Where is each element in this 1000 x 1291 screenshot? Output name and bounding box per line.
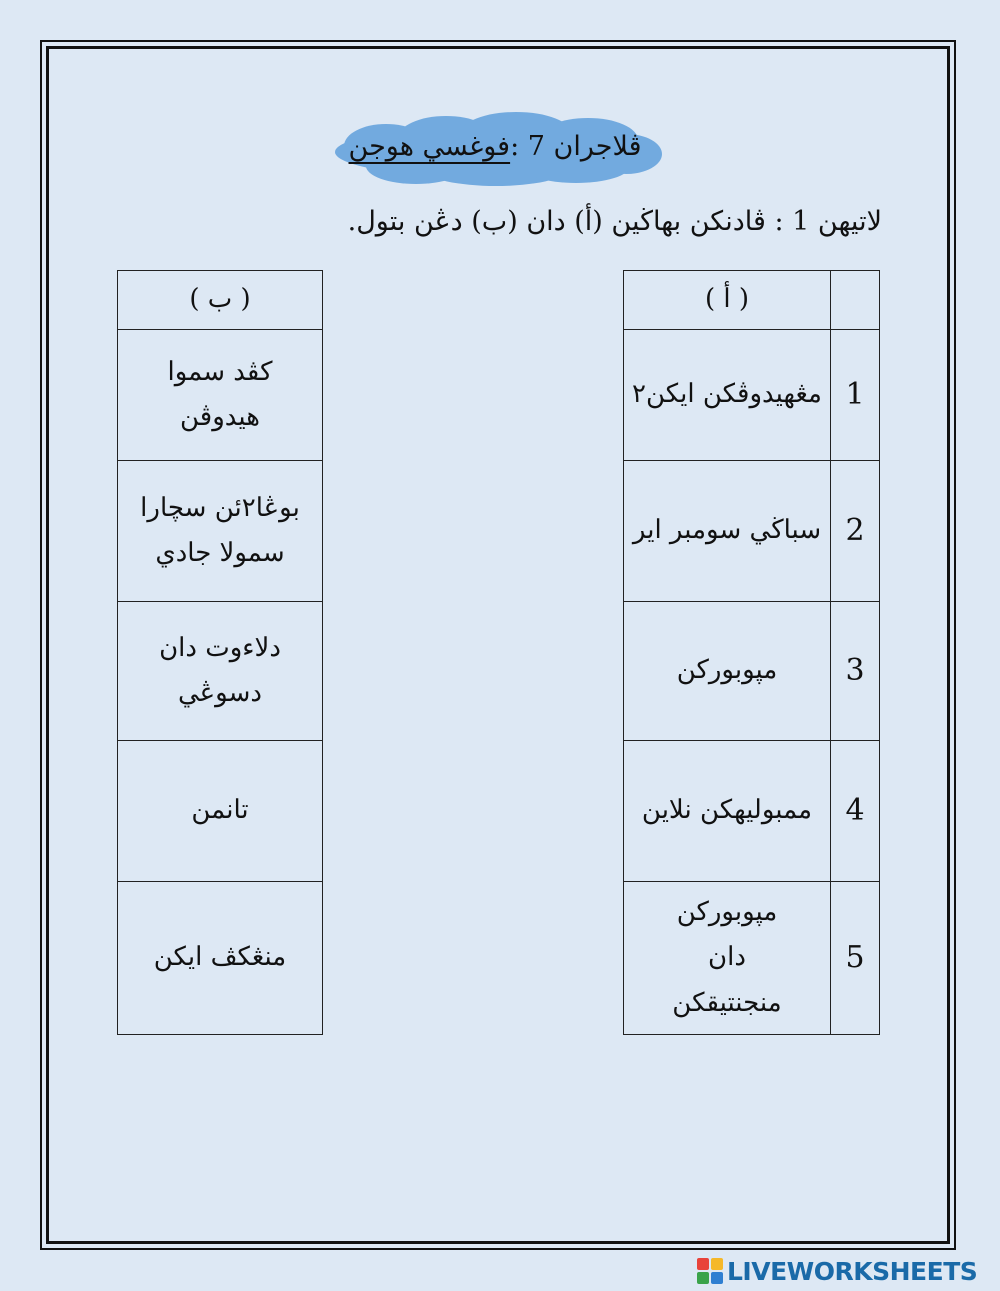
table-row	[118, 271, 323, 330]
column-a-item[interactable]: مڽوبورکن دان منجنتيقکن	[624, 882, 831, 1035]
logo-square	[711, 1258, 723, 1270]
row-number: 2	[831, 461, 880, 602]
column-b-item[interactable]: تانمن	[118, 741, 323, 882]
column-a-item[interactable]: مڽوبورکن	[624, 602, 831, 741]
table-row	[624, 602, 880, 741]
logo-square	[711, 1272, 723, 1284]
table-row	[118, 882, 323, 1035]
number-header-cell	[831, 271, 880, 330]
table-row	[118, 461, 323, 602]
table-row	[624, 461, 880, 602]
lesson-title-prefix: ڤلاجران 7 :	[510, 130, 642, 162]
exercise-instruction: لاتيهن 1 : ڤادنکن بهاڬين (أ) دان (ب) دڠن بتول.	[347, 206, 882, 237]
table-row	[624, 882, 880, 1035]
column-b-item[interactable]: کڤد سموا هيدوڤن	[118, 330, 323, 461]
logo-square	[697, 1272, 709, 1284]
column-b-table	[117, 270, 323, 1035]
column-b-item[interactable]: بوڠا٢ئن سچارا سمولا جادي	[118, 461, 323, 602]
row-number: 3	[831, 602, 880, 741]
table-row	[624, 330, 880, 461]
column-b-item[interactable]: منڠکڤ ايکن	[118, 882, 323, 1035]
lesson-title	[330, 118, 660, 174]
table-row	[624, 271, 880, 330]
column-b-header: ( ب )	[118, 271, 323, 330]
column-a-item[interactable]: سباڬي سومبر اير	[624, 461, 831, 602]
column-a-header: ( أ )	[624, 271, 831, 330]
row-number: 1	[831, 330, 880, 461]
lesson-topic: فوغسي هوجن	[348, 130, 511, 162]
row-number: 4	[831, 741, 880, 882]
column-b-item[interactable]: دلاءوت دان دسوڠي	[118, 602, 323, 741]
row-number: 5	[831, 882, 880, 1035]
column-a-table	[623, 270, 880, 1035]
column-a-item[interactable]: ممبوليهکن نلاين	[624, 741, 831, 882]
logo-icon	[697, 1258, 723, 1284]
table-row	[624, 741, 880, 882]
table-row	[118, 330, 323, 461]
logo-square	[697, 1258, 709, 1270]
table-row	[118, 602, 323, 741]
liveworksheets-logo	[697, 1257, 997, 1285]
table-row	[118, 741, 323, 882]
logo-text: LIVEWORKSHEETS	[727, 1256, 978, 1286]
column-a-item[interactable]: مڠهيدوڤکن ايکن٢	[624, 330, 831, 461]
